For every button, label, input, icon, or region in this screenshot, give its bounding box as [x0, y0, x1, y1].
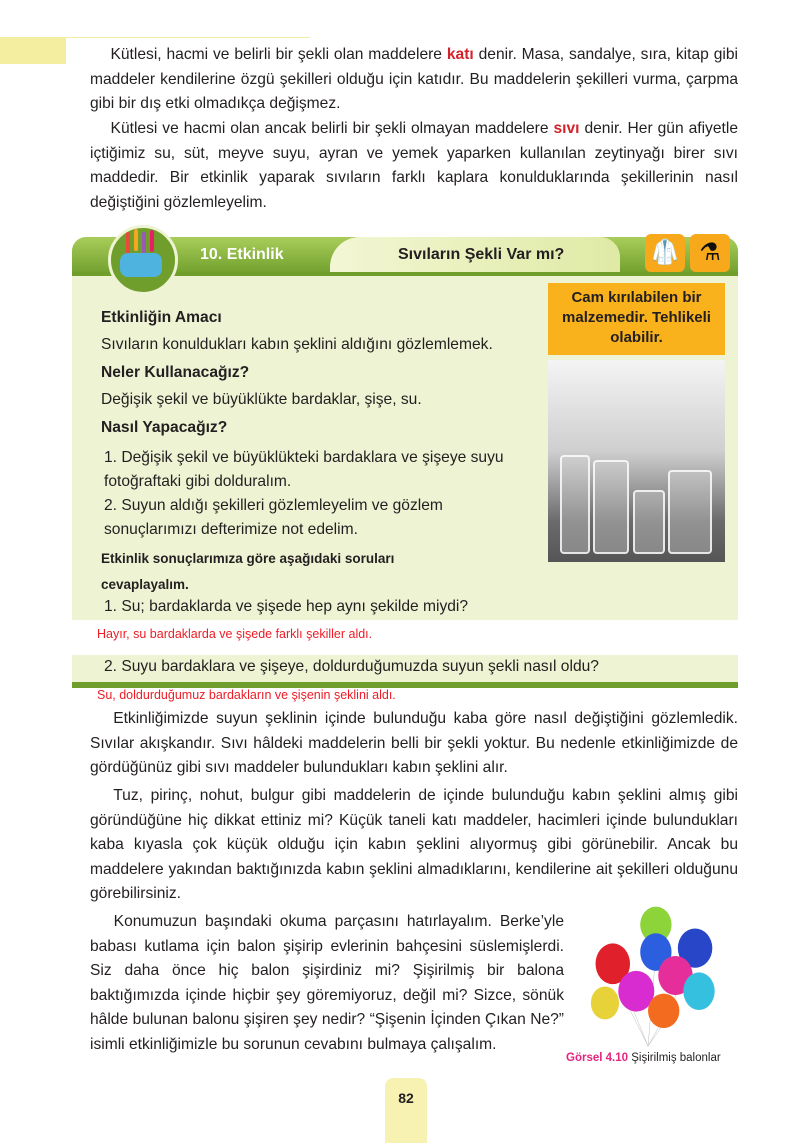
materials-heading: Neler Kullanacağız? [101, 364, 250, 381]
glass [633, 490, 665, 554]
glasses-photo [548, 360, 725, 562]
answer-2: Su, doldurduğumuz bardakların ve şişenin şeklini aldı. [97, 688, 396, 702]
answer-1: Hayır, su bardaklarda ve şişede farklı şekiller aldı. [97, 627, 373, 641]
step-1: 1. Değişik şekil ve büyüklükteki bardaklara ve şişeye suyu fotoğraftaki gibi dolduralım. [104, 449, 504, 490]
questions-intro: Etkinlik sonuçlarımıza göre aşağıdaki soruları cevaplayalım. [101, 551, 395, 592]
figure-label: Görsel 4.10 [566, 1052, 629, 1064]
text: denir. Her gün afiyetle içtiğimiz su, süt, meyve suyu, ayran ve yemek yaparken kullanılan zeytinyağı birer sıvı maddedir. Bir etkinlik yaparak sıvıların farklı kaplara konulduklarında şekillerinin nasıl değiştiğini gözlemleyelim. [90, 120, 738, 211]
pencil-icon [126, 232, 130, 254]
glass [668, 470, 712, 554]
aim-heading: Etkinliğin Amacı [101, 309, 222, 326]
glass [560, 455, 590, 554]
figure-caption [566, 1052, 721, 1064]
page-number: 82 [385, 1078, 427, 1143]
question-2: 2. Suyu bardaklara ve şişeye, doldurduğumuzda suyun şekli nasıl oldu? [104, 658, 599, 675]
activity-number: 10. Etkinlik [200, 246, 284, 263]
term-sivi: sıvı [553, 120, 580, 137]
pencil-icon [134, 229, 138, 251]
text: Kütlesi ve hacmi olan ancak belirli bir şekli olmayan maddelere [110, 120, 554, 137]
paragraph-balloons [90, 910, 564, 1057]
text: denir. Masa, sandalye, sıra, kitap gibi maddeler kendilerine özgü şekilleri olduğu için katıdır. Bu maddelerin şekilleri vurma, çarpma gibi bir dış etki olmadıkça değişmez. [90, 46, 738, 112]
question-1: 1. Su; bardaklarda ve şişede hep aynı şekilde miydi? [104, 598, 469, 615]
aim-text: Sıvıların konuldukları kabın şeklini aldığını gözlemlemek. [101, 336, 493, 353]
text: Kütlesi, hacmi ve belirli bir şekli olan maddelere [110, 46, 447, 63]
lab-coat-icon: 🥼 [645, 234, 685, 272]
pencil-case-icon [120, 253, 162, 277]
corner-tab [0, 38, 66, 64]
glass [593, 460, 629, 554]
text: Tuz, pirinç, nohut, bulgur gibi maddelerin de içinde bulunduğu kabın şeklini almış gibi göründüğüne hiç dikkat ettiniz mi? Küçük taneli katı maddeler, hacimleri içinde bulundukları kaba kıyasla çok küçük olduğu için kabın şeklini alıyormuş gibi görünebilir. Ancak bu maddelere yakından baktığınızda kabın şeklini almadıklarını, kendilerine ait şekilleri olduğunu görebilirsiniz. [90, 787, 738, 902]
balloon [648, 994, 679, 1028]
paragraph-grains [90, 784, 738, 907]
steps-heading: Nasıl Yapacağız? [101, 419, 228, 436]
paragraph-solids [90, 43, 738, 117]
term-kati: katı [446, 46, 474, 63]
paragraph-liquids [90, 117, 738, 215]
flask-icon: ⚗ [690, 234, 730, 272]
balloons-image [575, 905, 725, 1050]
warning-box: Cam kırılabilen bir malzemedir. Tehlikeli olabilir. [548, 283, 725, 355]
pencil-icon [142, 232, 146, 254]
balloon [591, 987, 619, 1020]
activity-title: Sıvıların Şekli Var mı? [398, 246, 565, 263]
paragraph-fluid [90, 707, 738, 781]
balloon [683, 972, 714, 1010]
step-2: 2. Suyun aldığı şekilleri gözlemleyelim ve gözlem sonuçlarımızı defterimize not edelim. [104, 497, 443, 538]
scissors-icon [150, 230, 154, 252]
figure-caption-text: Şişirilmiş balonlar [631, 1052, 721, 1064]
materials-text: Değişik şekil ve büyüklükte bardaklar, şişe, su. [101, 391, 422, 408]
text: Etkinliğimizde suyun şeklinin içinde bulunduğu kaba göre nasıl değiştiğini gözlemledik. Sıvılar akışkandır. Sıvı hâldeki maddelerin belli bir şekli yoktur. Bu nedenle etkinliğimizde de gördüğünüz gibi sıvı maddeler bulundukları kabın şeklini alır. [90, 710, 738, 776]
text: Konumuzun başındaki okuma parçasını hatırlayalım. Berke’yle babası kutlama için balon şişirip evlerinin bahçesini süslemişlerdi. Siz daha önce hiç balon şişirdiniz mi? Şişirilmiş bir balona baktığımızda içinde hiçbir şey göremiyoruz, değil mi? Sizce, sönük hâlde bulunan balonu şişiren şey nedir? “Şişenin İçinden Çıkan Ne?” isimli etkinliğimizle bu sorunun cevabını bulmaya çalışalım. [90, 913, 564, 1053]
